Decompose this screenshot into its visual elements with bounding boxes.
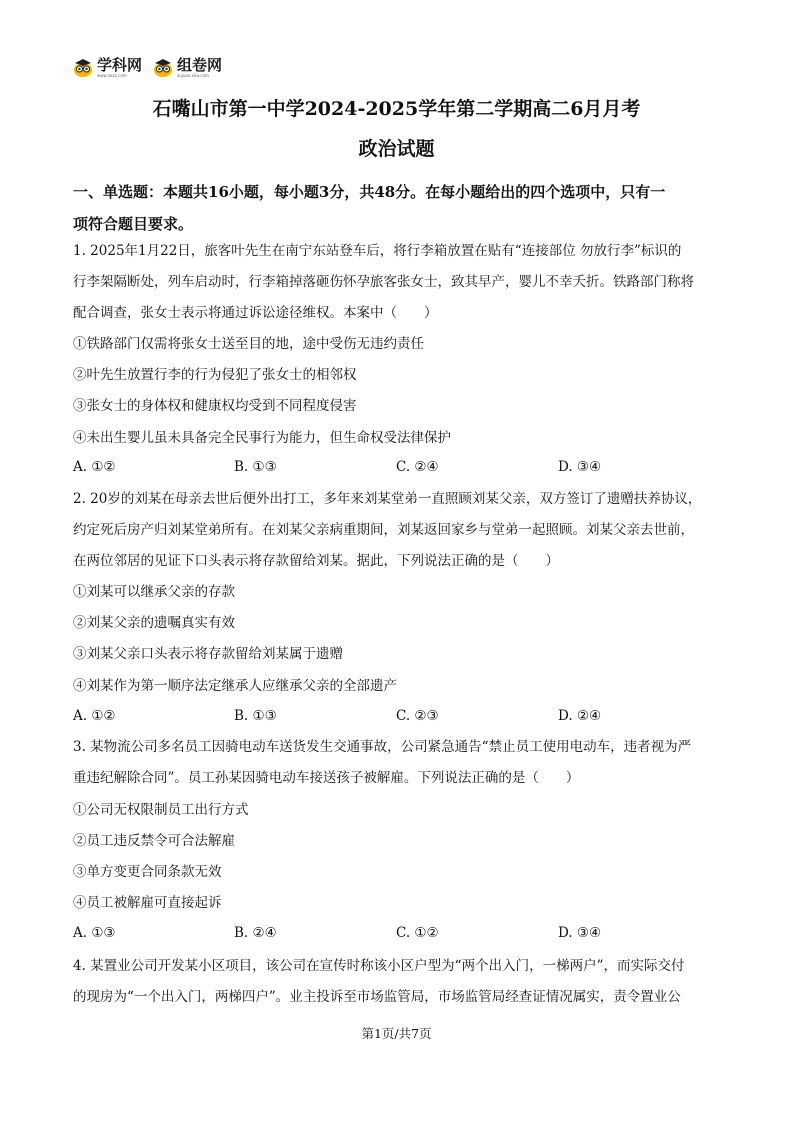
question-1-option-d: D. ③④ xyxy=(558,459,602,475)
owl-mascot-icon xyxy=(72,58,94,78)
logo-url: zujuan.xkw.com xyxy=(177,73,209,78)
question-3-stem: 重违纪解除合同”。员工孙某因骑电动车接送孩子被解雇。下列说法正确的是（ ） xyxy=(73,770,580,786)
question-1-option-b: B. ①③ xyxy=(234,459,277,475)
question-1-stem: 1. 2025年1月22日，旅客叶先生在南宁东站登车后，将行李箱放置在贴有“连接部位 勿放行李”标识的 xyxy=(73,243,682,259)
logo-xuekewang xyxy=(72,58,142,78)
question-2-item: ③刘某父亲口头表示将存款留给刘某属于遗赠 xyxy=(73,646,343,662)
question-4-stem: 的现房为“一个出入门，两梯四户”。业主投诉至市场监管局，市场监管局经查证情况属实，责令置业公 xyxy=(73,989,681,1005)
question-2-option-d: D. ②④ xyxy=(558,708,602,724)
section-heading-line: 项符合题目要求。 xyxy=(73,215,194,233)
exam-title: 石嘴山市第一中学2024-2025学年第二学期高二6月月考 xyxy=(152,98,641,120)
question-2-option-c: C. ②③ xyxy=(396,708,439,724)
question-2-option-b: B. ①③ xyxy=(234,708,277,724)
logo-url: www.zxxk.com xyxy=(97,73,127,78)
logo-zujuanwang xyxy=(152,58,222,78)
header-logos xyxy=(72,58,222,78)
question-1-stem: 配合调查，张女士表示将通过诉讼途径维权。本案中（ ） xyxy=(73,305,438,321)
question-3-option-b: B. ②④ xyxy=(234,925,277,941)
question-1-stem: 行李架隔断处，列车启动时，行李箱掉落砸伤怀孕旅客张女士，致其早产，婴儿不幸夭折。铁路部门称将 xyxy=(73,274,694,290)
page-number: 第1页/共7页 xyxy=(361,1026,432,1041)
question-1-option-c: C. ②④ xyxy=(396,459,439,475)
question-1-item: ④未出生婴儿虽未具备完全民事行为能力，但生命权受法律保护 xyxy=(73,430,451,446)
question-1-item: ②叶先生放置行李的行为侵犯了张女士的相邻权 xyxy=(73,367,357,383)
question-3-option-d: D. ③④ xyxy=(558,925,602,941)
exam-subject: 政治试题 xyxy=(358,138,435,160)
logo-text: 学科网 xyxy=(97,56,143,74)
question-3-item: ①公司无权限制员工出行方式 xyxy=(73,802,249,818)
question-4-stem: 4. 某置业公司开发某小区项目，该公司在宣传时称该小区户型为“两个出入门，一梯两户”，而实际交付 xyxy=(73,958,685,974)
question-3-item: ②员工违反禁令可合法解雇 xyxy=(73,833,235,849)
question-2-item: ④刘某作为第一顺序法定继承人应继承父亲的全部遗产 xyxy=(73,678,397,694)
question-3-item: ④员工被解雇可直接起诉 xyxy=(73,895,222,911)
logo-text: 组卷网 xyxy=(177,56,223,74)
question-2-option-a: A. ①② xyxy=(73,708,116,724)
question-1-item: ①铁路部门仅需将张女士送至目的地，途中受伤无违约责任 xyxy=(73,336,424,352)
question-3-item: ③单方变更合同条款无效 xyxy=(73,864,222,880)
question-2-stem: 约定死后房产归刘某堂弟所有。在刘某父亲病重期间，刘某返回家乡与堂弟一起照顾。刘某父亲去世前， xyxy=(73,522,694,538)
question-2-stem: 2. 20岁的刘某在母亲去世后便外出打工，多年来刘某堂弟一直照顾刘某父亲，双方签订了遗赠扶养协议， xyxy=(73,491,702,507)
owl-mascot-icon xyxy=(152,58,174,78)
section-heading-line: 一、单选题：本题共16小题，每小题3分，共48分。在每小题给出的四个选项中，只有一 xyxy=(73,183,666,201)
question-3-option-a: A. ①③ xyxy=(73,925,116,941)
question-3-option-c: C. ①② xyxy=(396,925,439,941)
section-heading xyxy=(73,176,728,240)
question-1-option-a: A. ①② xyxy=(73,459,116,475)
question-2-item: ②刘某父亲的遗嘱真实有效 xyxy=(73,615,235,631)
question-3-stem: 3. 某物流公司多名员工因骑电动车送货发生交通事故，公司紧急通告“禁止员工使用电动车，违者视为严 xyxy=(73,739,692,755)
question-2-stem: 在两位邻居的见证下口头表示将存款留给刘某。据此，下列说法正确的是（ ） xyxy=(73,553,559,569)
question-2-item: ①刘某可以继承父亲的存款 xyxy=(73,584,235,600)
question-1-item: ③张女士的身体权和健康权均受到不同程度侵害 xyxy=(73,398,357,414)
